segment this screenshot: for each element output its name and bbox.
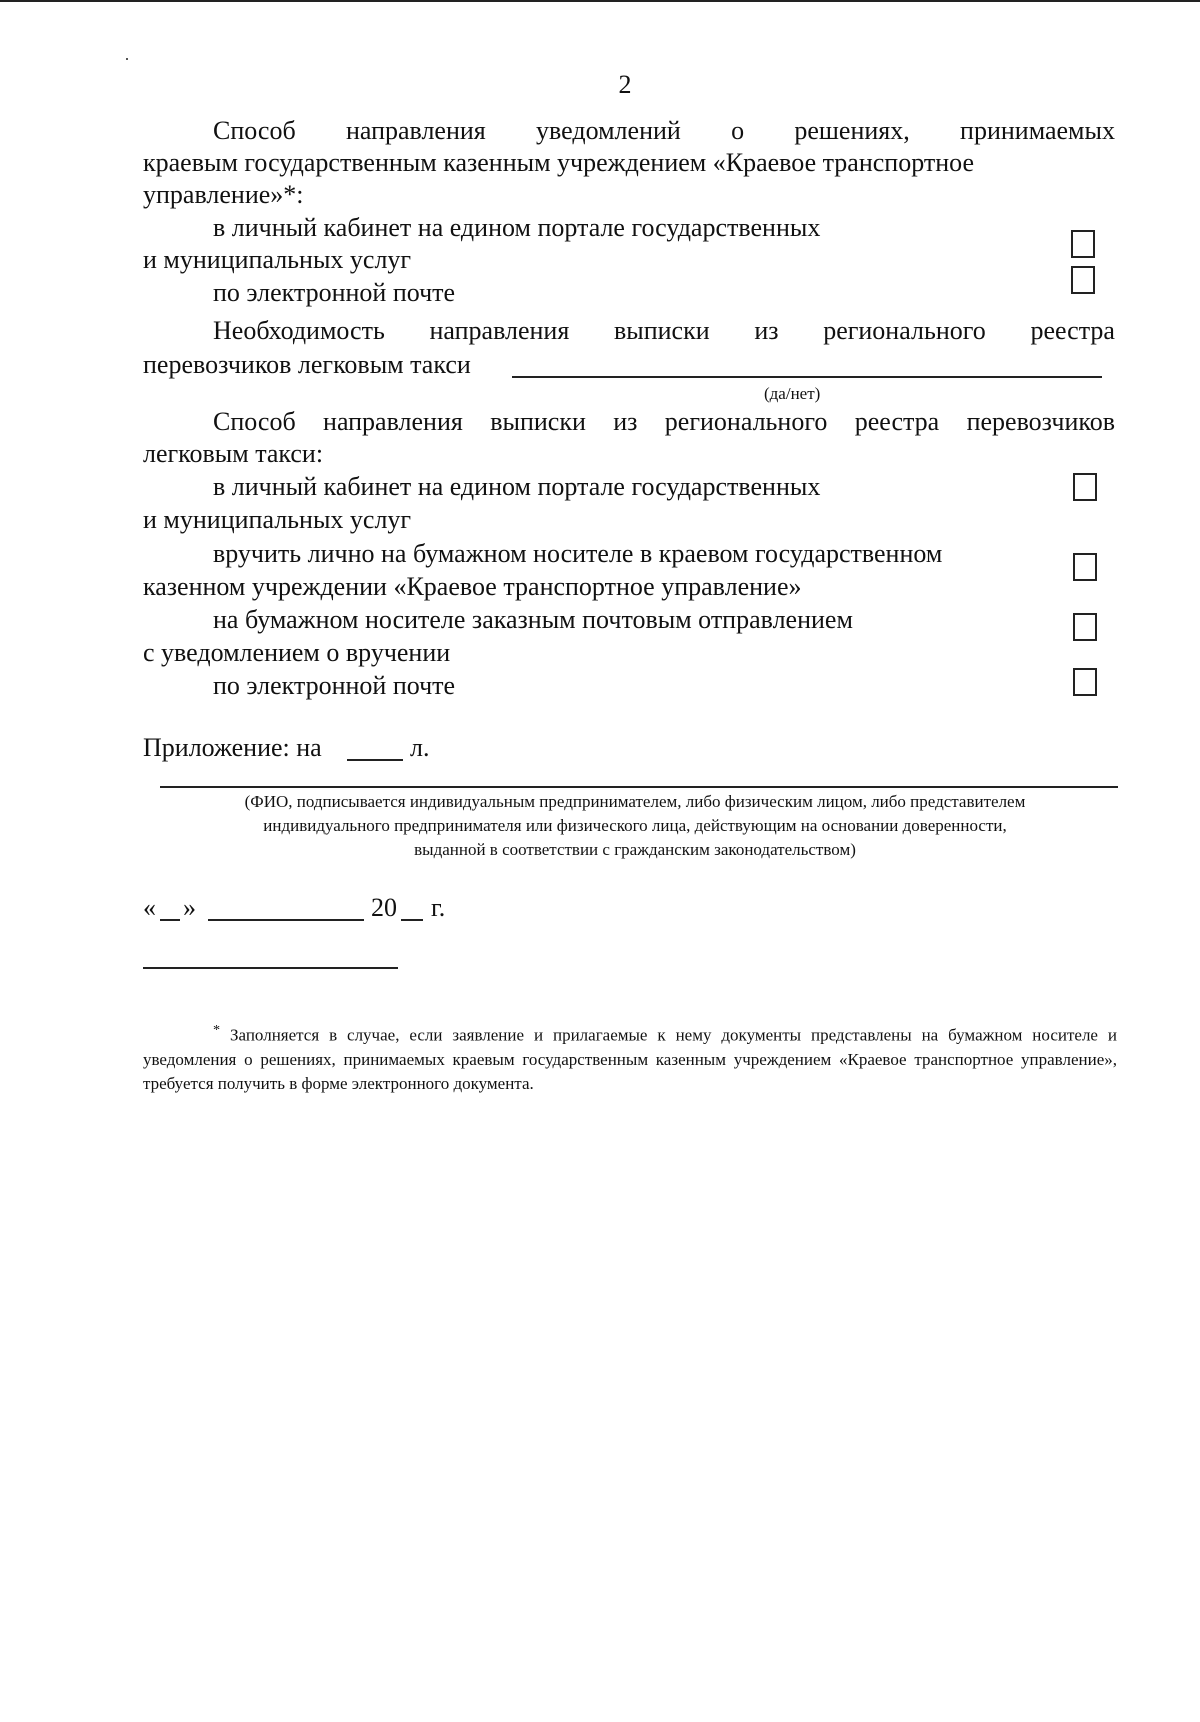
section1-heading-line1 bbox=[213, 116, 1115, 146]
attachment-suffix: л. bbox=[410, 733, 430, 762]
section2-line2: перевозчиков легковым такси bbox=[143, 350, 471, 379]
footnote bbox=[143, 1018, 1117, 1096]
checkbox-section1-portal[interactable] bbox=[1071, 230, 1095, 258]
word: из bbox=[754, 316, 779, 345]
word: Способ bbox=[213, 407, 296, 436]
section3-option2-line1: вручить лично на бумажном носителе в краевом государственном bbox=[213, 539, 943, 568]
top-border-line bbox=[0, 0, 1200, 2]
date-month-blank[interactable] bbox=[208, 919, 364, 921]
word: уведомлений bbox=[536, 116, 681, 145]
section1-option1-line1: в личный кабинет на едином портале государственных bbox=[213, 213, 821, 242]
checkbox-section3-registered-mail[interactable] bbox=[1073, 613, 1097, 641]
signature-note-line1: (ФИО, подписывается индивидуальным предпринимателем, либо физическим лицом, либо представителем bbox=[244, 792, 1026, 811]
section3-option4: по электронной почте bbox=[213, 671, 456, 700]
word: реестра bbox=[1030, 316, 1115, 345]
checkbox-section3-in-person[interactable] bbox=[1073, 553, 1097, 581]
section3-line1 bbox=[213, 407, 1115, 437]
section3-line2: легковым такси: bbox=[143, 439, 324, 468]
word: перевозчиков bbox=[966, 407, 1115, 436]
checkbox-section3-email[interactable] bbox=[1073, 668, 1097, 696]
section1-option1-line2: и муниципальных услуг bbox=[143, 245, 412, 274]
word: принимаемых bbox=[960, 116, 1115, 145]
yes-no-answer-line[interactable] bbox=[512, 376, 1102, 378]
footnote-separator bbox=[143, 967, 398, 969]
section2-line1 bbox=[213, 316, 1115, 346]
section1-heading-line2: краевым государственным казенным учреждением «Краевое транспортное bbox=[143, 148, 974, 177]
checkbox-section3-portal[interactable] bbox=[1073, 473, 1097, 501]
checkbox-section1-email[interactable] bbox=[1071, 266, 1095, 294]
attachment-prefix: Приложение: на bbox=[143, 733, 322, 762]
page-number: 2 bbox=[618, 70, 632, 99]
footnote-mark: * bbox=[213, 1022, 221, 1038]
word: регионального bbox=[823, 316, 986, 345]
section1-option2: по электронной почте bbox=[213, 278, 456, 307]
signature-line[interactable] bbox=[160, 786, 1118, 788]
word: выписки bbox=[613, 316, 710, 345]
date-day-blank[interactable] bbox=[160, 919, 180, 921]
date-year-prefix: 20 bbox=[371, 893, 397, 922]
section3-option3-line2: с уведомлением о вручении bbox=[143, 638, 451, 667]
word: направления bbox=[429, 316, 570, 345]
word: регионального bbox=[664, 407, 828, 436]
section1-heading-line3: управление»*: bbox=[143, 180, 304, 209]
word: решениях, bbox=[794, 116, 910, 145]
date-year-blank[interactable] bbox=[401, 919, 423, 921]
date-close-quote: » bbox=[183, 893, 196, 922]
word: Способ bbox=[213, 116, 296, 145]
word: выписки bbox=[490, 407, 586, 436]
date-open-quote: « bbox=[143, 893, 156, 922]
attachment-pages-blank[interactable] bbox=[347, 759, 403, 761]
word: из bbox=[613, 407, 638, 436]
word: направления bbox=[345, 116, 486, 145]
signature-note-line3: выданной в соответствии с гражданским законодательством) bbox=[414, 840, 856, 859]
date-year-suffix: г. bbox=[431, 893, 446, 922]
yes-no-hint: (да/нет) bbox=[764, 384, 821, 403]
section3-option2-line2: казенном учреждении «Краевое транспортное управление» bbox=[143, 572, 802, 601]
word: реестра bbox=[854, 407, 940, 436]
scan-speck bbox=[126, 58, 128, 60]
word: Необходимость bbox=[213, 316, 385, 345]
section3-option3-line1: на бумажном носителе заказным почтовым отправлением bbox=[213, 605, 853, 634]
section3-option1-line2: и муниципальных услуг bbox=[143, 505, 412, 534]
footnote-text: Заполняется в случае, если заявление и прилагаемые к нему документы представлены на бумажном носителе и уведомления о решениях, принимаемых краевым государственным казенным учреждением «Краевое транспортное управление», требуется получить в форме электронного документа. bbox=[143, 1025, 1117, 1093]
word: о bbox=[731, 116, 745, 145]
signature-note-line2: индивидуального предпринимателя или физического лица, действующим на основании доверенности, bbox=[263, 816, 1007, 835]
section3-option1-line1: в личный кабинет на едином портале государственных bbox=[213, 472, 821, 501]
word: направления bbox=[323, 407, 463, 436]
